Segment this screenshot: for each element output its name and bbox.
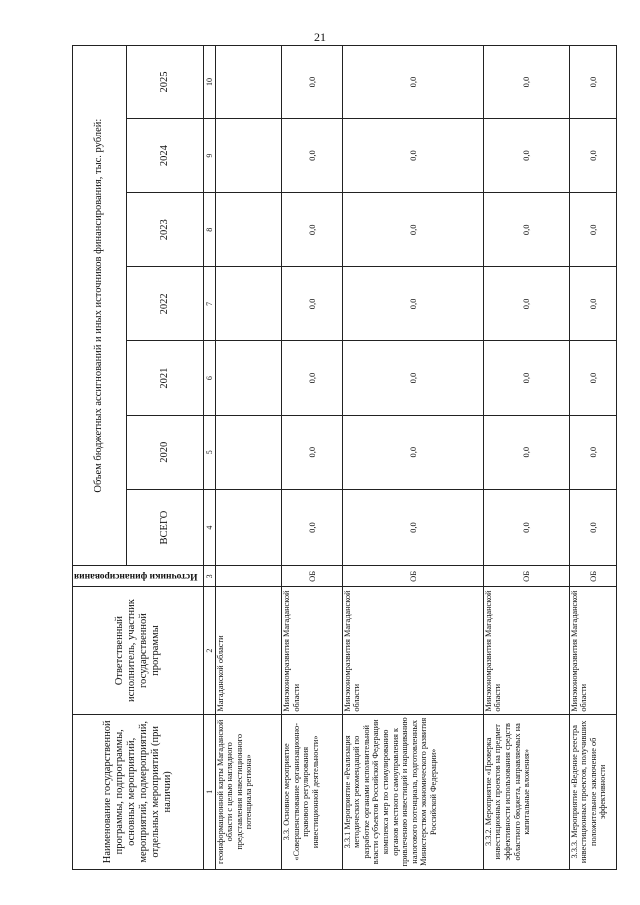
- row-responsible: Минэкономразвития Магаданской области: [282, 587, 343, 714]
- header-year-2024: 2024: [126, 119, 203, 193]
- rotated-table-container: [72, 45, 617, 870]
- row-name: геоинформационной карты Магаданской области с целью наглядного представления инвестиционного потенциала региона»: [215, 714, 282, 869]
- header-row-1: [73, 46, 127, 870]
- row-value-2022: [215, 267, 282, 341]
- row-value-total: 0,0: [483, 489, 569, 566]
- header-year-2025: 2025: [126, 46, 203, 119]
- column-number: 8: [203, 193, 215, 267]
- row-source: ОБ: [483, 566, 569, 587]
- table-row: [342, 46, 483, 870]
- row-responsible: Минэкономразвития Магаданской области: [342, 587, 483, 714]
- header-name: Наименование государственной программы, подпрограммы, основных мероприятий, мероприятий, подмероприятий, отдельных мероприятий (при наличии): [73, 714, 204, 869]
- row-value-2023: 0,0: [483, 193, 569, 267]
- column-number: 6: [203, 341, 215, 415]
- table-row: [569, 46, 616, 870]
- table-row: [282, 46, 343, 870]
- row-value-2021: [215, 341, 282, 415]
- row-value-2025: 0,0: [483, 46, 569, 119]
- row-value-2021: 0,0: [569, 341, 616, 415]
- column-number: 2: [203, 587, 215, 714]
- table-row: [483, 46, 569, 870]
- row-value-2020: [215, 415, 282, 489]
- row-source: [215, 566, 282, 587]
- row-value-2020: 0,0: [483, 415, 569, 489]
- row-value-2023: 0,0: [569, 193, 616, 267]
- column-number: 9: [203, 119, 215, 193]
- row-value-2024: 0,0: [282, 119, 343, 193]
- column-number: 4: [203, 489, 215, 566]
- header-year-2022: 2022: [126, 267, 203, 341]
- header-year-2020: 2020: [126, 415, 203, 489]
- row-name: 3.3.1 Мероприятие «Реализация методических рекомендаций по разработке органами исполнительной власти субъектов Российской Федерации комплекса мер по стимулированию органов местного самоуправления к привлечению инвестиций и наращиванию налогового потенциала, подготовленных Министерством экономического развития Российской Федерации»: [342, 714, 483, 869]
- column-number: 3: [203, 566, 215, 587]
- row-value-2025: [215, 46, 282, 119]
- row-value-2020: 0,0: [282, 415, 343, 489]
- row-value-2024: 0,0: [342, 119, 483, 193]
- row-value-2025: 0,0: [342, 46, 483, 119]
- row-value-2024: 0,0: [483, 119, 569, 193]
- row-value-2024: [215, 119, 282, 193]
- column-number: 10: [203, 46, 215, 119]
- table-row: [215, 46, 282, 870]
- row-value-2021: 0,0: [483, 341, 569, 415]
- header-year-2023: 2023: [126, 193, 203, 267]
- row-value-2023: 0,0: [282, 193, 343, 267]
- column-number: 1: [203, 714, 215, 869]
- row-responsible: Минэкономразвития Магаданской области: [569, 587, 616, 714]
- header-responsible: Ответственный исполнитель, участник государственной программы: [73, 587, 204, 714]
- header-funding: Объем бюджетных ассигнований и иных источников финансирования, тыс. рублей:: [73, 46, 127, 566]
- column-number-row: [203, 46, 215, 870]
- row-name: 3.3.3. Мероприятие «Ведение реестра инвестиционных проектов, получивших положительное заключение об эффективности: [569, 714, 616, 869]
- row-value-2022: 0,0: [282, 267, 343, 341]
- row-value-2023: 0,0: [342, 193, 483, 267]
- row-value-2025: 0,0: [569, 46, 616, 119]
- row-source: ОБ: [282, 566, 343, 587]
- row-value-total: 0,0: [282, 489, 343, 566]
- row-value-2020: 0,0: [342, 415, 483, 489]
- row-responsible: Магаданской области: [215, 587, 282, 714]
- row-responsible: Минэкономразвития Магаданской области: [483, 587, 569, 714]
- row-source: ОБ: [569, 566, 616, 587]
- row-value-2025: 0,0: [282, 46, 343, 119]
- row-value-total: 0,0: [569, 489, 616, 566]
- row-value-total: [215, 489, 282, 566]
- row-value-2022: 0,0: [483, 267, 569, 341]
- row-name: 3.3.2. Мероприятие «Проверка инвестиционных проектов на предмет эффективности использования средств областного бюджета, направляемых на капитальные вложения»: [483, 714, 569, 869]
- column-number: 7: [203, 267, 215, 341]
- page-number: 21: [314, 30, 326, 44]
- column-number: 5: [203, 415, 215, 489]
- row-name: 3.3. Основное мероприятие «Совершенствование организационно-правового регулирования инвестиционной деятельности»: [282, 714, 343, 869]
- row-value-2023: [215, 193, 282, 267]
- row-value-2021: 0,0: [342, 341, 483, 415]
- row-value-2022: 0,0: [342, 267, 483, 341]
- row-value-2024: 0,0: [569, 119, 616, 193]
- row-value-2021: 0,0: [282, 341, 343, 415]
- header-year-2021: 2021: [126, 341, 203, 415]
- header-total: ВСЕГО: [126, 489, 203, 566]
- row-value-total: 0,0: [342, 489, 483, 566]
- funding-table: [72, 45, 617, 870]
- header-source: Источники финансирования: [73, 571, 198, 582]
- row-source: ОБ: [342, 566, 483, 587]
- row-value-2022: 0,0: [569, 267, 616, 341]
- row-value-2020: 0,0: [569, 415, 616, 489]
- header-source-cell: [73, 566, 204, 587]
